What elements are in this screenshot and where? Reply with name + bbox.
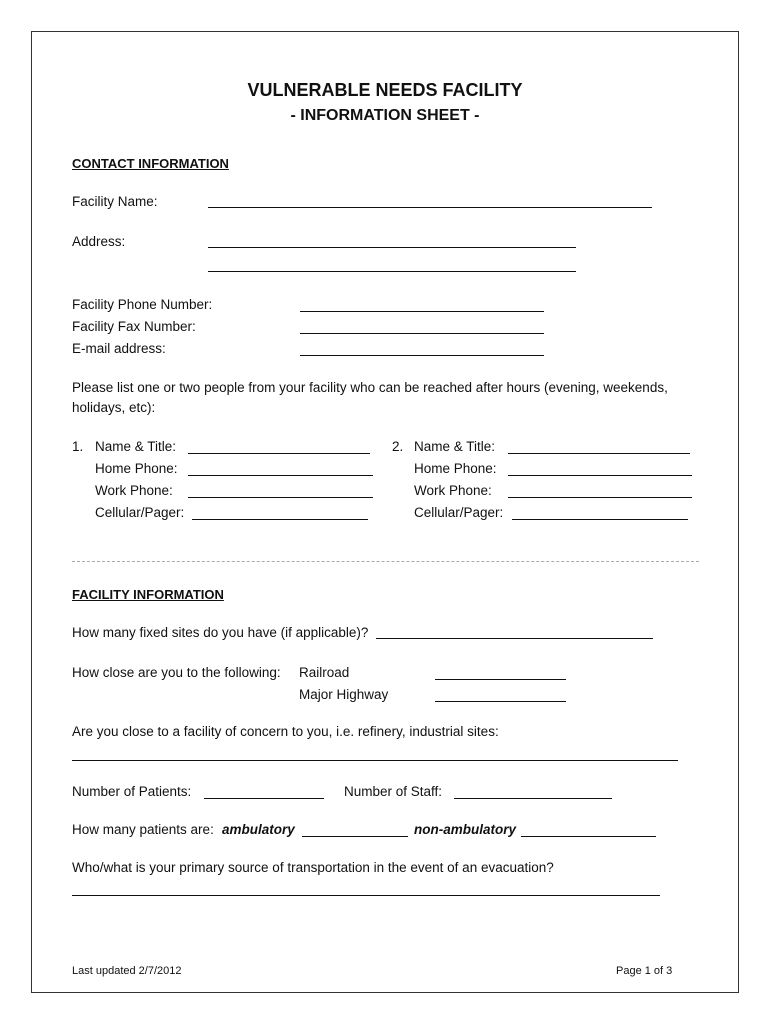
contact-2-work-phone-label: Work Phone: — [414, 483, 492, 498]
number-of-staff-field[interactable] — [454, 798, 612, 799]
major-highway-label: Major Highway — [299, 687, 389, 702]
page-number: Page 1 of 3 — [616, 965, 673, 977]
facility-name-label: Facility Name: — [72, 194, 158, 209]
contact-1-cellular-field[interactable] — [192, 519, 368, 520]
transportation-source-label: Who/what is your primary source of transportation in the event of an evacuation? — [72, 860, 554, 875]
address-label: Address: — [72, 234, 126, 249]
facility-fax-field[interactable] — [300, 333, 544, 334]
form-title: VULNERABLE NEEDS FACILITY — [247, 80, 523, 100]
ambulatory-count-field[interactable] — [302, 836, 408, 837]
contact-1-home-phone-label: Home Phone: — [95, 461, 178, 476]
contact-1-name-label: Name & Title: — [95, 439, 177, 454]
contact-2-name-field[interactable] — [508, 453, 690, 454]
contact-2-home-phone-field[interactable] — [508, 475, 692, 476]
facility-name-field[interactable] — [208, 207, 652, 208]
facility-of-concern-label: Are you close to a facility of concern to you, i.e. refinery, industrial sites: — [72, 724, 499, 739]
fixed-sites-field[interactable] — [376, 638, 653, 639]
number-of-staff-label: Number of Staff: — [344, 784, 443, 799]
facility-fax-label: Facility Fax Number: — [72, 319, 196, 334]
transportation-source-field[interactable] — [72, 895, 660, 896]
after-hours-instructions-line-2: holidays, etc): — [72, 400, 156, 415]
fixed-sites-label: How many fixed sites do you have (if applicable)? — [72, 625, 369, 640]
contact-2-number: 2. — [392, 439, 404, 454]
contact-2-name-label: Name & Title: — [414, 439, 496, 454]
address-field-line-2[interactable] — [208, 271, 576, 272]
ambulatory-label: ambulatory — [222, 822, 295, 837]
number-of-patients-field[interactable] — [204, 798, 324, 799]
form-subtitle: - INFORMATION SHEET - — [290, 107, 480, 124]
last-updated: Last updated 2/7/2012 — [72, 965, 182, 977]
non-ambulatory-label: non-ambulatory — [414, 822, 517, 837]
facility-of-concern-field[interactable] — [72, 760, 678, 761]
email-field[interactable] — [300, 355, 544, 356]
how-close-label: How close are you to the following: — [72, 665, 281, 680]
contact-2-home-phone-label: Home Phone: — [414, 461, 497, 476]
railroad-distance-field[interactable] — [435, 679, 566, 680]
number-of-patients-label: Number of Patients: — [72, 784, 192, 799]
contact-1-home-phone-field[interactable] — [188, 475, 373, 476]
contact-2-work-phone-field[interactable] — [508, 497, 692, 498]
address-field-line-1[interactable] — [208, 247, 576, 248]
contact-2-cellular-field[interactable] — [512, 519, 688, 520]
major-highway-distance-field[interactable] — [435, 701, 566, 702]
patients-are-label: How many patients are: — [72, 822, 214, 837]
railroad-label: Railroad — [299, 665, 350, 680]
facility-information-heading: FACILITY INFORMATION — [72, 587, 224, 602]
after-hours-instructions-line-1: Please list one or two people from your facility who can be reached after hours (evening, weekends, — [72, 380, 668, 395]
contact-1-work-phone-field[interactable] — [188, 497, 373, 498]
section-divider — [72, 561, 699, 562]
contact-1-cellular-label: Cellular/Pager: — [95, 505, 185, 520]
contact-information-heading: CONTACT INFORMATION — [72, 156, 229, 171]
contact-1-work-phone-label: Work Phone: — [95, 483, 173, 498]
contact-1-number: 1. — [72, 439, 84, 454]
contact-1-name-field[interactable] — [188, 453, 370, 454]
email-label: E-mail address: — [72, 341, 166, 356]
facility-phone-field[interactable] — [300, 311, 544, 312]
facility-phone-label: Facility Phone Number: — [72, 297, 213, 312]
non-ambulatory-count-field[interactable] — [521, 836, 656, 837]
contact-2-cellular-label: Cellular/Pager: — [414, 505, 504, 520]
